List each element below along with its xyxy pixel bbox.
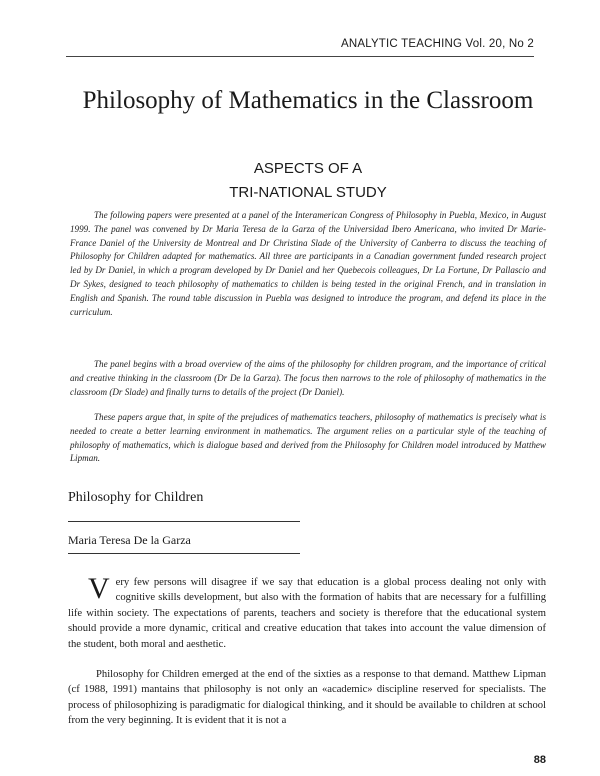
section-heading: Philosophy for Children: [68, 490, 204, 505]
subtitle-line-1: ASPECTS OF A: [253, 160, 363, 177]
body-paragraph-1-text: ery few persons will disagree if we say that education is a global process dealing not only with cognitive skills development, but also with the formation of habits that are necessary for a fulfilling life within society. The expectations of parents, teachers and society is therefore that the educational system should provide a more dynamic, critical and creative education that takes into account the value dimension of the student, both moral and aesthetic.: [68, 577, 546, 650]
intro-paragraph-1: The following papers were presented at a panel of the Interamerican Congress of Philosophy in Puebla, Mexico, in August 1999. The panel was convened by Dr Maria Teresa de la Garza of the Universidad Ibero Americana, who invited Dr Marie-France Daniel of the University de Montreal and Dr Christina Slade of the University of Canberra to discuss the teaching of Philosophy for Children adapted for mathematics. All three are participants in a Canadian government funded research project led by Dr Daniel, in which a program developed by Dr Daniel and her Quebecois colleagues, Dr La Fortune, Dr Pallascio and Dr Sykes, designed to teach philosophy of mathematics to childen is being tested in the original French, and in translation in English and Spanish. The round table discussion in Puebla was designed to introduce the program, and defend its place in the curriculum.: [70, 210, 546, 317]
section-rule-top: [68, 521, 300, 522]
section-rule-bottom: [68, 553, 300, 554]
header-rule: [66, 56, 534, 57]
article-subtitle: [66, 157, 550, 205]
body-paragraph-2: Philosophy for Children emerged at the end of the sixties as a response to that demand. Matthew Lipman (cf 1988, 1991) mantains that philosophy is not only an «academic» discipline reserved for specialists. The process of philosophizing is paradigmatic for dialogical thinking, and it should be available to children at school from the very beginning. It is evident that it is not a: [68, 669, 546, 727]
drop-cap: V: [88, 572, 110, 605]
page-number: 88: [533, 754, 546, 766]
section-author: Maria Teresa De la Garza: [68, 533, 191, 547]
article-title: Philosophy of Mathematics in the Classroom: [82, 87, 534, 114]
intro-paragraph-2: The panel begins with a broad overview of the aims of the philosophy for children program, and the importance of critical and creative thinking in the classroom (Dr De la Garza). The focus then narrows to the role of philosophy of mathematics in the classroom (Dr Slade) and finally turns to details of the project (Dr Daniel).: [70, 359, 546, 397]
subtitle-line-2: TRI-NATIONAL STUDY: [229, 184, 387, 201]
intro-paragraph-3: These papers argue that, in spite of the prejudices of mathematics teachers, philosophy of mathematics is precisely what is needed to create a better learning environment in mathematics. The argument relies on a particular style of the teaching of philosophy of mathematics, which is dialogue based and derived from the Philosophy for Children model introduced by Matthew Lipman.: [70, 412, 546, 464]
running-head: ANALYTIC TEACHING Vol. 20, No 2: [340, 38, 534, 50]
body-paragraph-1: [68, 572, 546, 652]
